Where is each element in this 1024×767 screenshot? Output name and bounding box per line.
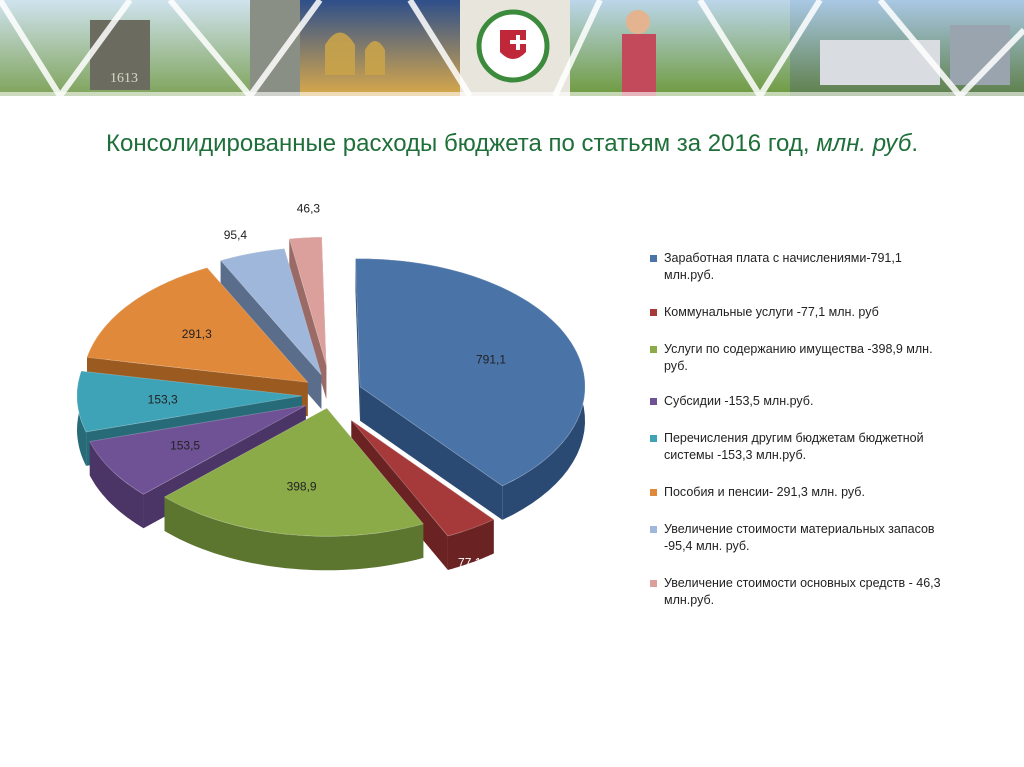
- expenses-pie-chart: [0, 201, 640, 620]
- legend-item-8: [648, 575, 948, 609]
- legend-swatch: [650, 398, 657, 405]
- legend-swatch: [650, 255, 657, 262]
- legend-label: Заработная плата с начислениями-791,1 млн.руб.: [664, 251, 902, 282]
- title-end: .: [911, 130, 918, 157]
- legend-label: Пособия и пенсии- 291,3 млн. руб.: [664, 485, 865, 499]
- data-label-2: 77,1: [458, 555, 482, 570]
- legend-swatch: [650, 435, 657, 442]
- chart-legend: [648, 250, 948, 609]
- data-label-8: 46,3: [296, 201, 321, 216]
- legend-swatch: [650, 309, 657, 316]
- legend-item-3: [648, 341, 948, 375]
- girl-field-photo: [570, 0, 790, 96]
- legend-label: Коммунальные услуги -77,1 млн. руб: [664, 305, 879, 319]
- legend-swatch: [650, 580, 657, 587]
- title-main: Консолидированные расходы бюджета по статьям за 2016 год,: [106, 130, 810, 157]
- legend-label: Увеличение стоимости основных средств - 46,3 млн.руб.: [664, 576, 941, 607]
- legend-item-2: [648, 304, 948, 321]
- data-label-1: 791,1: [475, 352, 507, 367]
- data-label-6: 291,3: [181, 327, 212, 342]
- legend-item-1: [648, 250, 948, 284]
- legend-item-4: [648, 393, 948, 410]
- legend-item-7: [648, 521, 948, 555]
- legend-item-5: [648, 430, 948, 464]
- data-label-4: 153,5: [170, 438, 201, 453]
- data-label-5: 153,3: [147, 392, 178, 407]
- data-label-7: 95,4: [223, 228, 248, 242]
- legend-label: Услуги по содержанию имущества -398,9 млн. руб.: [664, 342, 933, 373]
- legend-label: Перечисления другим бюджетам бюджетной системы -153,3 млн.руб.: [664, 431, 924, 462]
- legend-swatch: [650, 489, 657, 496]
- legend-item-6: [648, 484, 948, 501]
- legend-label: Субсидии -153,5 млн.руб.: [664, 394, 814, 408]
- title-unit: млн. руб: [816, 130, 912, 157]
- legend-swatch: [650, 526, 657, 533]
- data-label-3: 398,9: [286, 479, 317, 494]
- legend-swatch: [650, 346, 657, 353]
- legend-label: Увеличение стоимости материальных запасов -95,4 млн. руб.: [664, 522, 935, 553]
- page-title: [0, 130, 1024, 158]
- stone-text: 1613: [110, 71, 138, 86]
- photo-banner: [0, 0, 1024, 96]
